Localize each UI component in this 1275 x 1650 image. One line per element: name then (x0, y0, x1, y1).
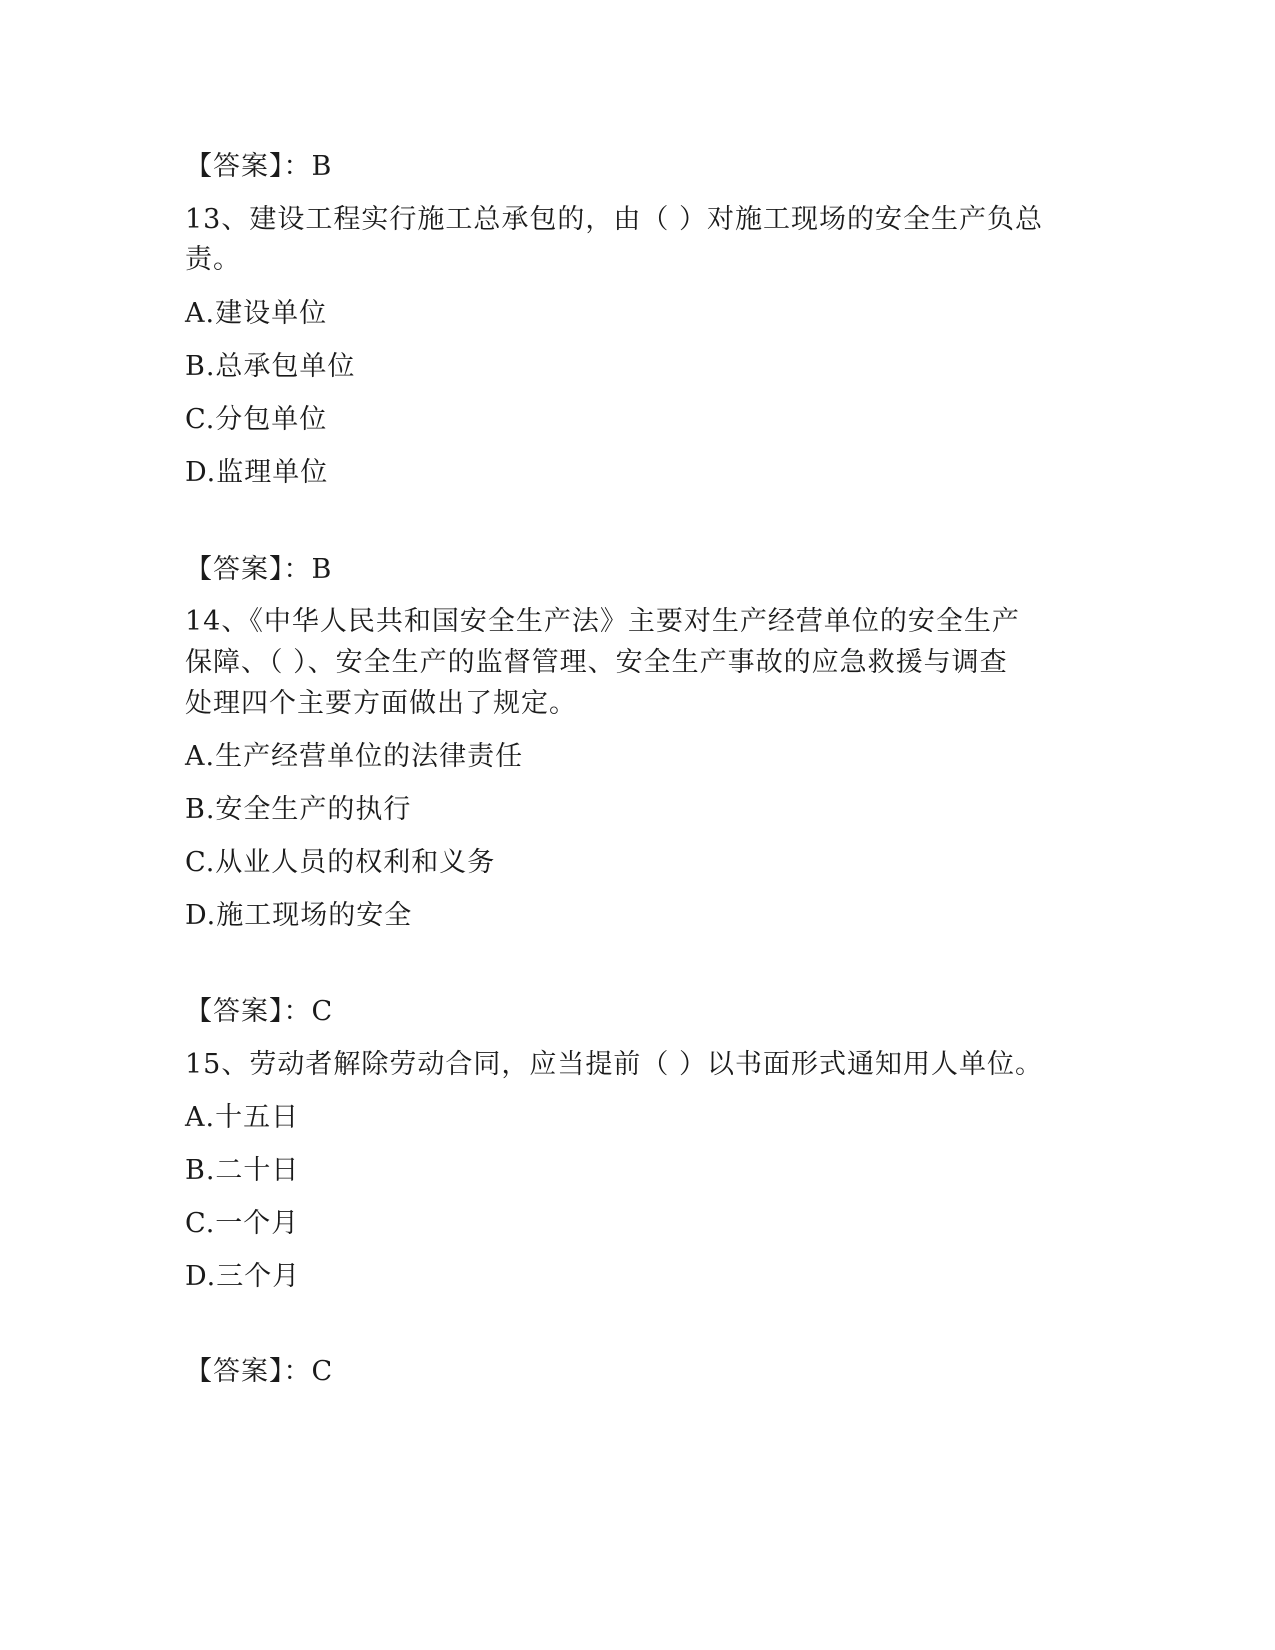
answer-q14: 【答案】：C (185, 996, 334, 1027)
question-13-option-a: A.建设单位 (185, 298, 328, 329)
question-13-option-c: C.分包单位 (185, 404, 328, 435)
question-14-line-3: 处理四个主要方面做出了规定。 (185, 688, 577, 719)
question-15-option-b: B.二十日 (185, 1155, 300, 1186)
question-13-line-2: 责。 (185, 244, 241, 275)
question-14-line-1: 14、《中华人民共和国安全生产法》主要对生产经营单位的安全生产 (185, 606, 1020, 637)
question-14-option-b: B.安全生产的执行 (185, 794, 412, 825)
answer-q15: 【答案】：C (185, 1356, 334, 1387)
question-13-line-1: 13、建设工程实行施工总承包的，由（ ）对施工现场的安全生产负总 (185, 204, 1043, 235)
question-14-option-a: A.生产经营单位的法律责任 (185, 741, 524, 772)
question-14-option-c: C.从业人员的权利和义务 (185, 847, 496, 878)
answer-q13: 【答案】：B (185, 554, 333, 585)
question-15-line-1: 15、劳动者解除劳动合同，应当提前（ ）以书面形式通知用人单位。 (185, 1049, 1043, 1080)
question-13-option-b: B.总承包单位 (185, 351, 356, 382)
question-15-option-a: A.十五日 (185, 1102, 300, 1133)
question-15-option-d: D.三个月 (185, 1261, 301, 1292)
question-15-option-c: C.一个月 (185, 1208, 300, 1239)
question-13-option-d: D.监理单位 (185, 457, 329, 488)
answer-q12: 【答案】：B (185, 151, 333, 182)
question-14-line-2: 保障、（ ）、安全生产的监督管理、安全生产事故的应急救援与调查 (185, 647, 1008, 678)
question-14-option-d: D.施工现场的安全 (185, 900, 413, 931)
